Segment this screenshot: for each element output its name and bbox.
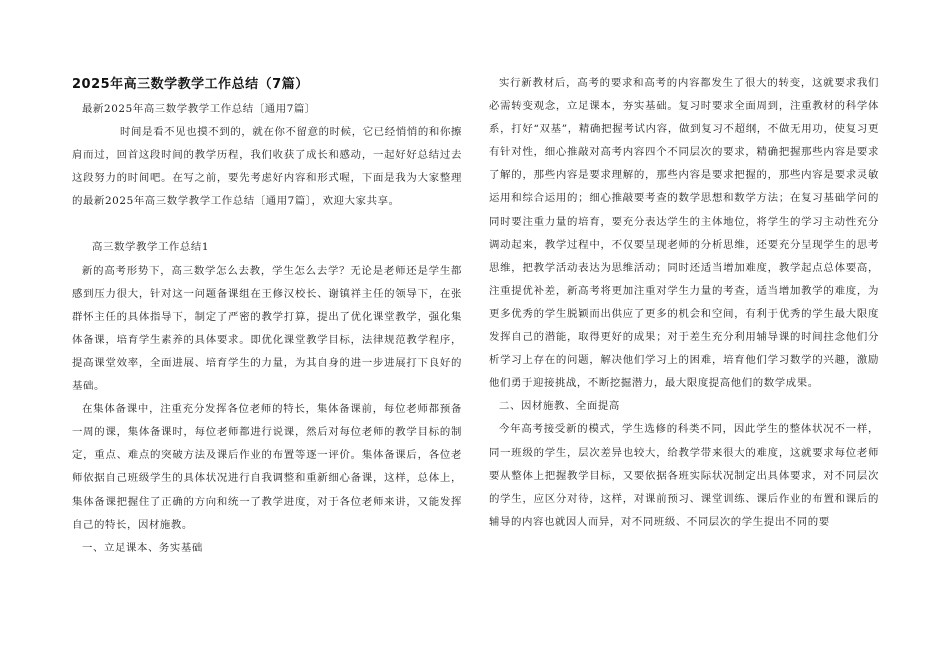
left-column [72, 72, 462, 560]
section-heading: 高三数学教学工作总结1 [92, 241, 210, 254]
body-paragraph: 实行新教材后，高考的要求和高考的内容都发生了很大的转变，这就要求我们必需转变观念，立足课本，夯实基础。复习时要求全面周到，注重教材的科学体系，打好“双基”，精确把握考试内容，做到复习不超纲，不做无用功，使复习更有针对性，细心推敲对高考内容四个不同层次的要求，精确把握那些内容是要求了解的，那些内容是要求理解的，那些内容是要求把握的，那些内容是要求灵敏运用和综合运用的；细心推敲要考查的数学思想和数学方法；在复习基础学问的同时要注重力量的培育，要充分表达学生的主体地位，将学生的学习主动性充分调动起来，教学过程中，不仅要呈现老师的分析思维，还要充分呈现学生的思考思维，把教学活动表达为思维活动；同时还适当增加难度，教学起点总体要高，注重提优补差，新高考将更加注重对学生力量的考查，适当增加教学的难度，为更多优秀的学生脱颖而出供应了更多的机会和空间，有利于优秀的学生最大限度发挥自己的潜能，取得更好的成果；对于差生充分利用辅导课的时间拄念他们分析学习上存在的问题，解决他们学习上的困难，培育他们学习数学的兴趣，激励他们勇于迎接挑战，不断挖掘潜力，最大限度提高他们的数学成果。 [489, 77, 879, 390]
intro-paragraph: 时间是看不见也摸不到的，就在你不留意的时候，它已经悄悄的和你擦肩而过，回首这段时间的教学历程，我们收获了成长和感动，一起好好总结过去这段努力的时间吧。在写之前，要先考虑好内容和形式喔，下面是我为大家整理的最新2025年高三数学教学工作总结〔通用7篇〕，欢迎大家共享。 [72, 126, 462, 208]
document-title: 2025年高三数学教学工作总结（7篇） [72, 77, 309, 92]
document-subtitle: 最新2025年高三数学教学工作总结〔通用7篇〕 [82, 103, 316, 115]
body-paragraph: 新的高考形势下，高三数学怎么去教，学生怎么去学？无论是老师还是学生都感到压力很大，针对这一问题备课组在王修汉校长、谢镇祥主任的领导下，在张群怀主任的具体指导下，制定了严密的教学打算，提出了优化课堂教学，强化集体备课，培育学生素养的具体要求。即优化课堂教学目标，法律规范教学程序，提高课堂效率，全面进展、培育学生的力量，为其自身的进一步进展打下良好的基础。 [72, 264, 462, 393]
spacer [72, 213, 462, 236]
body-paragraph: 今年高考接受新的模式，学生选修的科类不同，因此学生的整体状况不一样，同一班级的学生，层次差异也较大，给教学带来很大的难度，这就要求每位老师要从整体上把握教学目标，又要依据各班实际状况制定出具体要求，对不同层次的学生，应区分对待，这样，对课前预习、课堂训练、课后作业的布置和课后的辅导的内容也就因人而异，对不同班级、不同层次的学生提出不同的要 [489, 423, 879, 528]
subsection-heading: 二、因材施教、全面提高 [499, 400, 620, 413]
body-paragraph: 在集体备课中，注重充分发挥各位老师的特长，集体备课前，每位老师都预备一周的课，集体备课时，每位老师都进行说课，然后对每位老师的教学目标的制定，重点、难点的突破方法及课后作业的布置等逐一评价。集体备课后，各位老师依据自己班级学生的具体状况进行自我调整和重新细心备课，这样，总体上，集体备课把握住了正确的方向和统一了教学进度，对于各位老师来讲，又能发挥自己的特长，因材施教。 [72, 403, 462, 531]
right-column [489, 72, 879, 534]
subsection-heading: 一、立足课本、务实基础 [82, 541, 203, 554]
